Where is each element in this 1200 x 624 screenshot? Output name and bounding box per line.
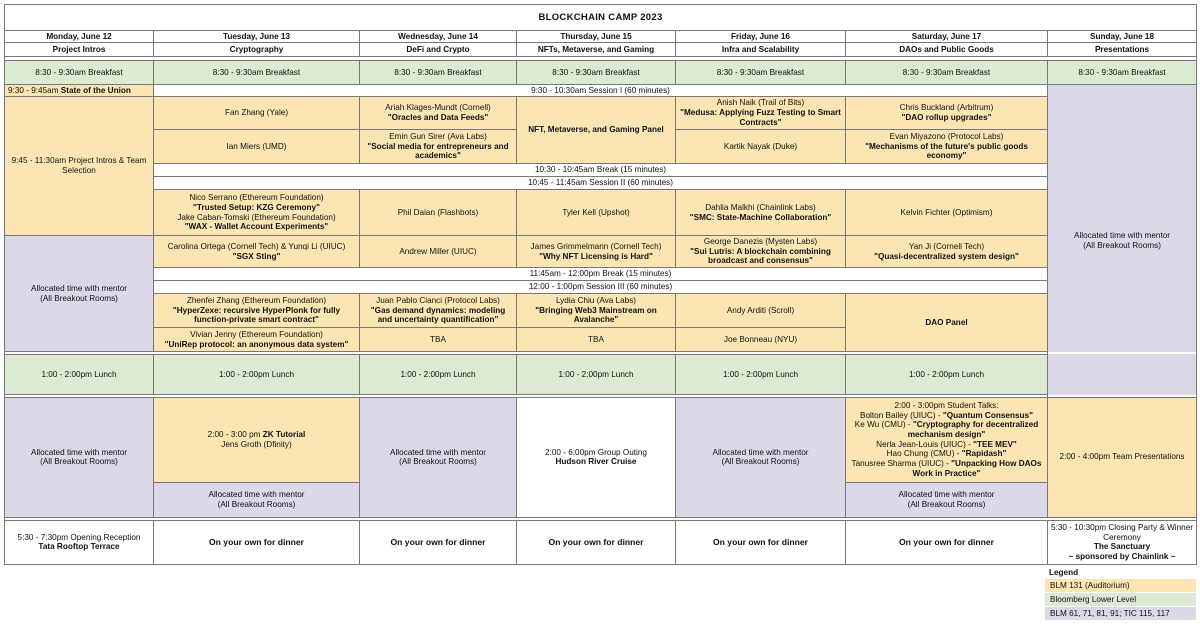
speaker: Vivian Jenny (Ethereum Foundation) bbox=[190, 329, 323, 339]
student-talk bbox=[849, 420, 1044, 439]
day-theme-sunday: Presentations bbox=[1048, 43, 1197, 57]
talk-title: "Medusa: Applying Fuzz Testing to Smart Contracts" bbox=[680, 108, 841, 127]
mentor-room: (All Breakout Rooms) bbox=[399, 457, 477, 467]
talk-wed-s3b: TBA bbox=[360, 328, 517, 352]
talk-fri-s3a: Andy Arditi (Scroll) bbox=[676, 294, 846, 328]
speaker: Ke Wu (CMU) - bbox=[854, 420, 913, 430]
day-date-friday: Friday, June 16 bbox=[676, 31, 846, 43]
talk-wed-s1a bbox=[360, 97, 517, 130]
dinner-wednesday: On your own for dinner bbox=[360, 520, 517, 564]
opening-reception bbox=[5, 520, 154, 564]
talk-tue-s2b bbox=[154, 236, 360, 268]
speaker: Ariah Klages-Mundt (Cornell) bbox=[385, 103, 491, 113]
breakfast-thursday: 8:30 - 9:30am Breakfast bbox=[517, 61, 676, 85]
schedule-grid bbox=[4, 4, 1197, 565]
talk-title: "Why NFT Licensing is Hard" bbox=[539, 251, 653, 261]
talk-fri-s2b bbox=[676, 236, 846, 268]
session-2-band: 10:45 - 11:45am Session II (60 minutes) bbox=[154, 177, 1048, 190]
day-date-thursday: Thursday, June 15 bbox=[517, 31, 676, 43]
lunch-friday: 1:00 - 2:00pm Lunch bbox=[676, 355, 846, 395]
day-theme-monday: Project Intros bbox=[5, 43, 154, 57]
talk-tue-s3b bbox=[154, 328, 360, 352]
talk-title: "Quasi-decentralized system design" bbox=[874, 251, 1019, 261]
break-2-band: 11:45am - 12:00pm Break (15 minutes) bbox=[154, 268, 1048, 281]
lunch-saturday: 1:00 - 2:00pm Lunch bbox=[846, 355, 1048, 395]
talk-wed-s3a bbox=[360, 294, 517, 328]
dinner-saturday: On your own for dinner bbox=[846, 520, 1048, 564]
mentor-room: (All Breakout Rooms) bbox=[217, 499, 296, 509]
talk-title: "DAO rollup upgrades" bbox=[901, 113, 992, 122]
talk-title: "Mechanisms of the future's public goods economy" bbox=[865, 141, 1028, 161]
speaker: Nerla Jean-Louis (UIUC) - bbox=[876, 439, 974, 449]
speaker: Hao Chung (CMU) - bbox=[886, 449, 962, 459]
talk-thu-s3a bbox=[517, 294, 676, 328]
talk-thu-s2b bbox=[517, 236, 676, 268]
zk-tutorial-title: ZK Tutorial bbox=[262, 430, 306, 440]
talk-title: "Social media for entrepreneurs and academics" bbox=[367, 141, 509, 161]
talk-sat-s1b bbox=[846, 130, 1048, 164]
breakfast-tuesday: 8:30 - 9:30am Breakfast bbox=[154, 61, 360, 85]
talk-fri-s2a bbox=[676, 190, 846, 236]
speaker: Dahlia Malkhi (Chainlink Labs) bbox=[705, 202, 816, 212]
mentor-room: (All Breakout Rooms) bbox=[40, 293, 118, 303]
mentor-label: Allocated time with mentor bbox=[1074, 231, 1171, 241]
speaker: Jake Caban-Tomski (Ethereum Foundation) bbox=[177, 212, 336, 222]
dinner-tuesday: On your own for dinner bbox=[154, 520, 360, 564]
day-theme-wednesday: DeFi and Crypto bbox=[360, 43, 517, 57]
session-3-band: 12:00 - 1:00pm Session III (60 minutes) bbox=[154, 281, 1048, 294]
mentor-monday-afternoon bbox=[5, 397, 154, 517]
lunch-wednesday: 1:00 - 2:00pm Lunch bbox=[360, 355, 517, 395]
talk-fri-s1a bbox=[676, 97, 846, 130]
state-of-union-time: 9:30 - 9:45am bbox=[8, 85, 61, 95]
talk-title: "SMC: State-Machine Collaboration" bbox=[689, 212, 832, 222]
closing-party bbox=[1048, 520, 1197, 564]
dinner-friday: On your own for dinner bbox=[676, 520, 846, 564]
talk-title: "Cryptography for decentralized mechanism design" bbox=[907, 420, 1039, 440]
group-outing-place: Hudson River Cruise bbox=[555, 457, 637, 467]
legend bbox=[1045, 568, 1196, 621]
state-of-union-title: State of the Union bbox=[60, 85, 131, 95]
mentor-label: Allocated time with mentor bbox=[898, 490, 995, 500]
day-date-tuesday: Tuesday, June 13 bbox=[154, 31, 360, 43]
day-date-sunday: Sunday, June 18 bbox=[1048, 31, 1197, 43]
talk-thu-s2a: Tyler Kell (Upshot) bbox=[517, 190, 676, 236]
student-talks bbox=[846, 397, 1048, 482]
reception-place: Tata Rooftop Terrace bbox=[38, 542, 120, 552]
speaker: Chris Buckland (Arbitrum) bbox=[899, 103, 994, 113]
day-date-saturday: Saturday, June 17 bbox=[846, 31, 1048, 43]
nft-panel: NFT, Metaverse, and Gaming Panel bbox=[517, 97, 676, 164]
student-talk bbox=[849, 459, 1044, 478]
talk-title: "Sui Lutris: A blockchain combining broadcast and consensus" bbox=[690, 246, 831, 266]
breakfast-friday: 8:30 - 9:30am Breakfast bbox=[676, 61, 846, 85]
talk-wed-s1b bbox=[360, 130, 517, 164]
day-date-monday: Monday, June 12 bbox=[5, 31, 154, 43]
day-theme-tuesday: Cryptography bbox=[154, 43, 360, 57]
speaker: Zhenfei Zhang (Ethereum Foundation) bbox=[186, 295, 327, 305]
zk-tutorial-time: 2:00 - 3:00 pm bbox=[207, 430, 263, 440]
legend-item-breakout-rooms: BLM 61, 71, 81, 91; TIC 115, 117 bbox=[1045, 607, 1196, 621]
talk-title: "HyperZexe: recursive HyperPlonk for fully function-private smart contract" bbox=[172, 305, 341, 325]
lunch-monday: 1:00 - 2:00pm Lunch bbox=[5, 355, 154, 395]
speaker: Emin Gun Sirer (Ava Labs) bbox=[389, 131, 487, 141]
team-presentations: 2:00 - 4:00pm Team Presentations bbox=[1048, 397, 1197, 517]
speaker: Tanusree Sharma (UIUC) - bbox=[851, 459, 952, 469]
talk-title: "TEE MEV" bbox=[973, 439, 1017, 449]
speaker: Carolina Ortega (Cornell Tech) & Yunqi Li (UIUC) bbox=[167, 241, 346, 251]
talk-thu-s3b: TBA bbox=[517, 328, 676, 352]
session-1-band: 9:30 - 10:30am Session I (60 minutes) bbox=[154, 85, 1048, 97]
closing-party-sponsor: ~ sponsored by Chainlink ~ bbox=[1068, 551, 1176, 561]
schedule-title: BLOCKCHAIN CAMP 2023 bbox=[5, 5, 1197, 31]
talk-title: "WAX - Wallet Account Experiments" bbox=[184, 222, 329, 232]
dao-panel: DAO Panel bbox=[846, 294, 1048, 352]
talk-sat-s1a bbox=[846, 97, 1048, 130]
group-outing-time: 2:00 - 6:00pm Group Outing bbox=[545, 447, 647, 457]
breakfast-saturday: 8:30 - 9:30am Breakfast bbox=[846, 61, 1048, 85]
talk-title: "Quantum Consensus" bbox=[942, 410, 1033, 420]
day-theme-thursday: NFTs, Metaverse, and Gaming bbox=[517, 43, 676, 57]
breakfast-monday: 8:30 - 9:30am Breakfast bbox=[5, 61, 154, 85]
closing-party-place: The Sanctuary bbox=[1093, 542, 1151, 552]
student-talk bbox=[849, 440, 1044, 450]
speaker: Nico Serrano (Ethereum Foundation) bbox=[189, 193, 324, 203]
breakfast-sunday: 8:30 - 9:30am Breakfast bbox=[1048, 61, 1197, 85]
mentor-label: Allocated time with mentor bbox=[30, 447, 127, 457]
speaker: Yan Ji (Cornell Tech) bbox=[908, 241, 985, 251]
speaker: Anish Naik (Trail of Bits) bbox=[716, 98, 805, 108]
legend-title: Legend bbox=[1049, 568, 1079, 577]
speaker: Jens Groth (Dfinity) bbox=[221, 439, 292, 449]
talk-title: "SGX Sting" bbox=[232, 251, 281, 261]
legend-item-lower-level: Bloomberg Lower Level bbox=[1045, 593, 1196, 607]
speaker: George Danezis (Mysten Labs) bbox=[703, 236, 818, 246]
speaker: Bolton Bailey (UIUC) - bbox=[860, 410, 943, 420]
breakfast-wednesday: 8:30 - 9:30am Breakfast bbox=[360, 61, 517, 85]
talk-tue-s3a bbox=[154, 294, 360, 328]
break-1-band: 10:30 - 10:45am Break (15 minutes) bbox=[154, 164, 1048, 177]
talk-fri-s1b: Kartik Nayak (Duke) bbox=[676, 130, 846, 164]
talk-sat-s2b bbox=[846, 236, 1048, 268]
zk-tutorial bbox=[154, 397, 360, 482]
mentor-room: (All Breakout Rooms) bbox=[721, 457, 800, 467]
mentor-wednesday-afternoon bbox=[360, 397, 517, 517]
closing-party-time: 5:30 - 10:30pm Closing Party & Winner Ceremony bbox=[1051, 522, 1194, 542]
student-talks-header: 2:00 - 3:00pm Student Talks: bbox=[894, 401, 999, 410]
mentor-label: Allocated time with mentor bbox=[208, 490, 305, 500]
talk-sat-s2a: Kelvin Fichter (Optimism) bbox=[846, 190, 1048, 236]
student-talk bbox=[849, 449, 1044, 459]
talk-title: "Oracles and Data Feeds" bbox=[387, 113, 489, 122]
mentor-monday bbox=[5, 236, 154, 352]
mentor-room: (All Breakout Rooms) bbox=[907, 499, 986, 509]
speaker: Lydia Chiu (Ava Labs) bbox=[555, 295, 637, 305]
mentor-friday-afternoon bbox=[676, 397, 846, 517]
day-theme-saturday: DAOs and Public Goods bbox=[846, 43, 1048, 57]
talk-wed-s2a: Phil Daian (Flashbots) bbox=[360, 190, 517, 236]
group-outing bbox=[517, 397, 676, 517]
dinner-thursday: On your own for dinner bbox=[517, 520, 676, 564]
speaker: Juan Pablo Cianci (Protocol Labs) bbox=[376, 295, 500, 305]
state-of-union bbox=[5, 85, 154, 97]
mentor-saturday-afternoon bbox=[846, 482, 1048, 517]
mentor-label: Allocated time with mentor bbox=[30, 283, 127, 293]
talk-title: "Trusted Setup: KZG Ceremony" bbox=[193, 202, 320, 212]
mentor-sunday-morning bbox=[1048, 85, 1197, 398]
talk-title: "Unpacking How DAOs Work in Practice" bbox=[912, 459, 1042, 478]
talk-title: "Gas demand dynamics: modeling and uncertainty quantification" bbox=[370, 305, 506, 325]
project-intros: 9:45 - 11:30am Project Intros & Team Selection bbox=[5, 97, 154, 236]
talk-tue-s1b: Ian Miers (UMD) bbox=[154, 130, 360, 164]
mentor-room: (All Breakout Rooms) bbox=[1083, 240, 1161, 250]
talk-wed-s2b: Andrew Miller (UIUC) bbox=[360, 236, 517, 268]
day-theme-friday: Infra and Scalability bbox=[676, 43, 846, 57]
mentor-label: Allocated time with mentor bbox=[389, 447, 486, 457]
talk-tue-s2a bbox=[154, 190, 360, 236]
talk-title: "Bringing Web3 Mainstream on Avalanche" bbox=[535, 305, 657, 325]
talk-fri-s3b: Joe Bonneau (NYU) bbox=[676, 328, 846, 352]
lunch-tuesday: 1:00 - 2:00pm Lunch bbox=[154, 355, 360, 395]
talk-tue-s1a: Fan Zhang (Yale) bbox=[154, 97, 360, 130]
speaker: Evan Miyazono (Protocol Labs) bbox=[889, 131, 1004, 141]
mentor-label: Allocated time with mentor bbox=[712, 447, 809, 457]
talk-title: "Rapidash" bbox=[961, 449, 1007, 459]
lunch-thursday: 1:00 - 2:00pm Lunch bbox=[517, 355, 676, 395]
mentor-tuesday-afternoon bbox=[154, 482, 360, 517]
reception-time: 5:30 - 7:30pm Opening Reception bbox=[17, 532, 141, 542]
legend-item-auditorium: BLM 131 (Auditorium) bbox=[1045, 579, 1196, 593]
student-talk bbox=[849, 411, 1044, 421]
day-date-wednesday: Wednesday, June 14 bbox=[360, 31, 517, 43]
mentor-room: (All Breakout Rooms) bbox=[40, 457, 118, 467]
talk-title: "UniRep protocol: an anonymous data system" bbox=[164, 339, 349, 349]
speaker: James Grimmelmann (Cornell Tech) bbox=[530, 241, 662, 251]
